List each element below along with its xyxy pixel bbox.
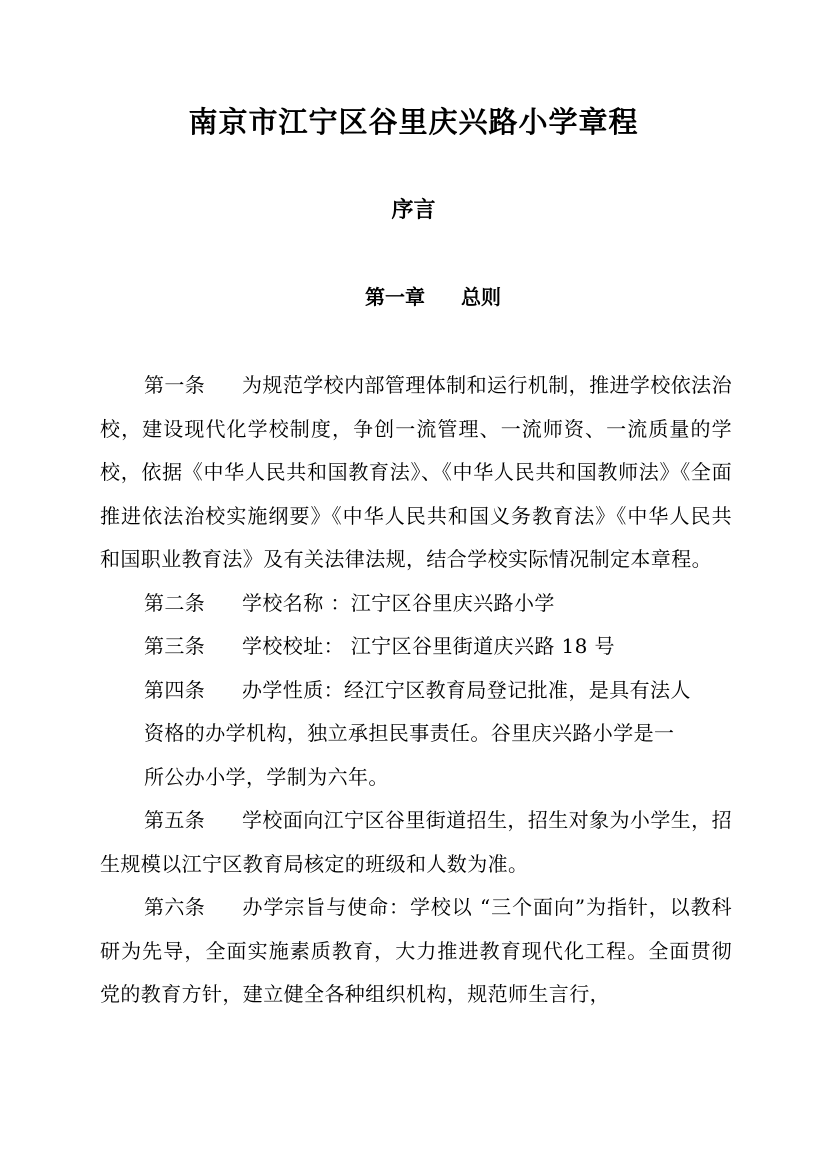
article-number: 第一条 [144, 373, 206, 397]
chapter-name: 总则 [461, 285, 501, 309]
article-text: 办学宗旨与使命：学校以 “三个面向”为指针，以教科研为先导，全面实施素质教育，大力推进教育现代化工程。全面贯彻党的教育方针，建立健全各种组织机构，规范师生言行， [100, 895, 732, 1006]
article-number: 第四条 [144, 677, 206, 702]
article-1 [100, 364, 732, 582]
article-4 [100, 669, 732, 800]
article-text-line: 所公办小学，学制为六年。 [144, 764, 389, 789]
chapter-number: 第一章 [365, 285, 425, 309]
document-body [100, 364, 732, 1017]
article-number: 第三条 [144, 634, 206, 658]
article-5 [100, 799, 732, 886]
preface-heading: 序言 [391, 197, 436, 223]
article-text-line: 资格的办学机构，独立承担民事责任。谷里庆兴路小学是一 [144, 721, 675, 745]
article-number: 第五条 [144, 808, 206, 832]
chapter-heading [365, 282, 501, 312]
article-text: 学校校址： 江宁区谷里街道庆兴路 18 号 [242, 634, 615, 658]
article-number: 第二条 [144, 590, 206, 615]
article-6 [100, 886, 732, 1017]
article-text: 为规范学校内部管理体制和运行机制，推进学校依法治校，建设现代化学校制度，争创一流管理、一流师资、一流质量的学校，依据《中华人民共和国教育法》、《中华人民共和国教师法》《全面推进依法治校实施纲要》《中华人民共和国义务教育法》《中华人民共和国职业教育法》及有关法律法规，结合学校实际情况制定本章程。 [100, 373, 732, 571]
article-3 [100, 625, 732, 669]
article-number: 第六条 [144, 895, 206, 919]
article-text-line: 办学性质：经江宁区教育局登记批准，是具有法人 [242, 677, 691, 702]
document-title: 南京市江宁区谷里庆兴路小学章程 [188, 105, 639, 139]
article-2 [100, 582, 732, 626]
article-text: 学校名称 ：江宁区谷里庆兴路小学 [242, 590, 555, 615]
article-text: 学校面向江宁区谷里街道招生，招生对象为小学生，招生规模以江宁区教育局核定的班级和人数为准。 [100, 808, 732, 876]
